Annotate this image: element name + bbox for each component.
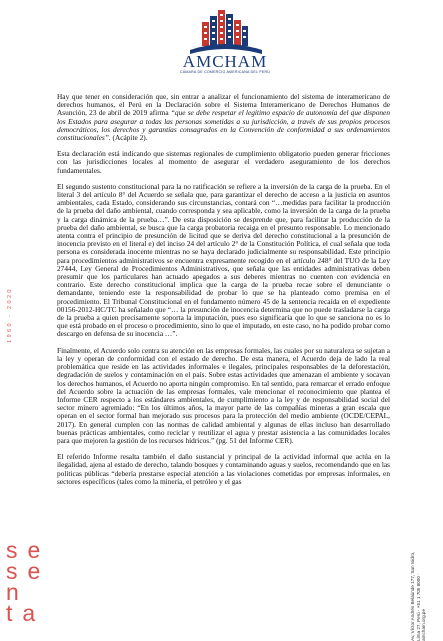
paragraph-4-text: Finalmente, el Acuerdo solo centra su atención en las empresas formales, las cuales por su naturaleza se sujetan a la ley y operan de conformidad con el estado de derecho. De esta manera, el Acuerdo deja de lado la real problemática que reside en las actividades informales e ilegales, principales responsables de la deforestación, degradación de suelos y contaminación en el país. Sobre estas actividades que amenazan el ambiente y socavan los derechos humanos, el Acuerdo no aporta ningún compromiso. En tal sentido, para remarcar el errado enfoque del Acuerdo sobre la actuación de las empresas formales, vale mencionar el reconocimiento que plantea el Informe CER respecto a los estándares ambientales, de cumplimiento a la ley y de responsabilidad social del sector minero agremiado: “En los últimos años, la mayor parte de las compañías mineras a gran escala que operan en el sector formal han mejorado sus procesos para la protección del medio ambiente (OCDE/CEPAL, 2017). En general cumplen con las normas de calidad ambiental y algunas de ellas incluso han desarrollado buenas prácticas ambientales, como reciclar y reutilizar el agua y prestar asistencia a las comunidades locales para que mejoren la gestión de los recursos hídricos.” (pg. 51 del Informe CER).	[57, 345, 390, 445]
sesenta-line-3: n	[6, 579, 29, 605]
paragraph-5	[57, 453, 390, 486]
anniversary-years	[4, 268, 16, 368]
document-body	[57, 93, 390, 494]
paragraph-3-text: El segundo sustento constitucional para la no ratificación se refiere a la inversión de la carga de la prueba. En el literal 3 del artículo 8° del Acuerdo se señala que, para garantizar el derecho de acceso a la justicia en asuntos ambientales, cada Estado, considerando sus circunstancias, contará con “…medidas para facilitar la producción de la prueba del daño ambiental, cuando corresponda y sea aplicable, como la inversión de la carga de la prueba y la carga dinámica de la prueba…”. De esta disposición se desprende que, para facilitar la producción de la prueba del daño ambiental, se busca que la carga probatoria recaiga en el presunto responsable. Lo mencionado atenta contra el principio de presunción de licitud que se deriva del derecho constitucional a la presunción de inocencia previsto en el literal e) del inciso 24 del artículo 2° de la Constitución Política, el cual señala que toda persona es considerada inocente mientras no se haya declarado judicialmente su responsabilidad. Este principio para procedimientos administrativos se encuentra expresamente recogido en el artículo 248° del TUO de la Ley 27444, Ley General de Procedimientos Administrativos, que señala que las entidades administrativas deben presumir que los particulares han actuado apegados a sus deberes mientras no cuenten con evidencia en contrario. Este derecho constitucional implica que la carga de la prueba recae sobre el denunciante o demandante, teniendo este la responsabilidad de probar lo que se ha planteado como premisa en el procedimiento. El Tribunal Constitucional en el fundamento número 45 de la sentencia recaída en el expediente 00156-2012-HC/TC ha señalado que “… la presunción de inocencia determina que no puede trasladarse la carga de la prueba a quien precisamente soporta la imputación, pues eso significaría que lo que se sanciona no es lo que está probado en el proceso o procedimiento, sino lo que el imputado, en este caso, no ha podido probar como descargo en defensa de su inocencia …”.	[57, 181, 390, 339]
sesenta-line-1: se	[6, 537, 51, 563]
paragraph-1	[57, 93, 390, 142]
contact-info	[396, 545, 443, 640]
paragraph-5-text: El referido Informe resalta también el daño sustancial y principal de la actividad informal que actúa en la ilegalidad, ajena al estado de derecho, talando bosques y contaminando aguas y suelos, recomendando que en las políticas públicas “debería prestarse especial atención a las violaciones cometidas por empresas informales, en sectores específicos (tales como la minería, el petróleo y el gas	[57, 452, 390, 486]
sesenta-logo	[6, 537, 51, 626]
paragraph-1-quote: “que se debe respetar el legítimo espacio de autonomía del que disponen los Estados para asegurar a todas las personas sometidas a su jurisdicción, a través de sus propios procesos democráticos, los derechos y garantías consagrados en la Convención de conformidad a sus ordenamientos constitucionales”.	[57, 108, 390, 143]
paragraph-4	[57, 347, 390, 445]
paragraph-1-ref: (Acápite 2).	[110, 133, 148, 143]
sesenta-line-4: ta	[6, 600, 46, 626]
paragraph-3	[57, 183, 390, 339]
paragraph-2	[57, 150, 390, 175]
sesenta-line-2: se	[6, 558, 51, 584]
paragraph-2-text: Esta declaración está indicando que sistemas regionales de cumplimiento obligatorio pueden generar fricciones con las jurisdicciones locales al momento de asegurar el verdadero aseguramiento de los derechos fundamentales.	[57, 149, 390, 175]
paragraph-1-text: Hay que tener en consideración que, sin entrar a analizar el funcionamiento del sistema de interamericano de derechos humanos, el Perú en la Declaración sobre el Sistema Interamericano de Derechos Humanos de Asunción, 23 de abril de 2019 afirma	[57, 92, 390, 118]
contact-text: Av. Víctor Andrés Belaúnde 177, San Isidro, Lima 27, Perú · +51 1 705 8000 · amcham.org.pe	[410, 551, 427, 641]
logo-title: AMCHAM	[182, 52, 268, 71]
logo-subtitle: CÁMARA DE COMERCIO AMERICANA DEL PERÚ	[179, 70, 271, 74]
years-label: 1960 - 2020	[7, 287, 13, 343]
